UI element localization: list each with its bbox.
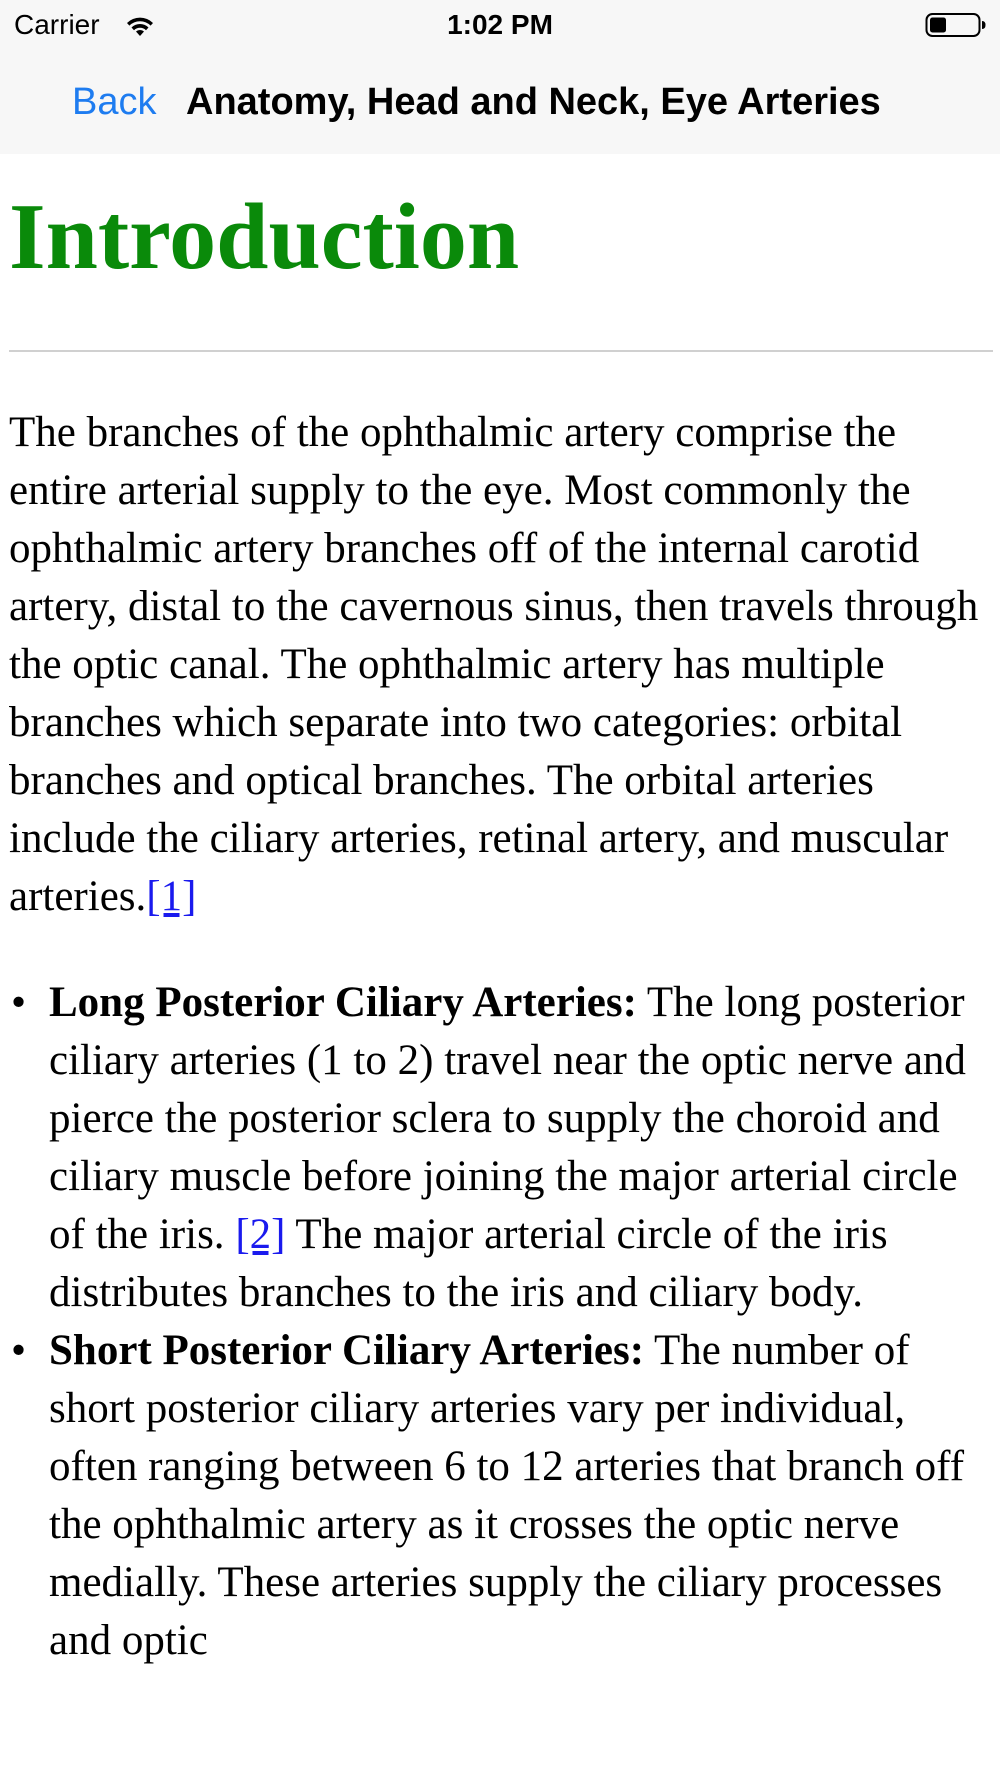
list-item-text-continued: The major arterial circle of the iris distributes branches to the iris and ciliary body. [49,1211,888,1316]
intro-paragraph [9,404,993,926]
status-time: 1:02 PM [447,9,553,40]
intro-text: The branches of the ophthalmic artery comprise the entire arterial supply to the eye. Most commonly the ophthalmic artery branches off of the internal carotid artery, distal to the cavernous sinus, then travels through the optic canal. The ophthalmic artery has multiple branches which separate into two categories: orbital branches and optical branches. The orbital arteries include the ciliary arteries, retinal artery, and muscular arteries. [9,409,979,920]
bullet: • [11,1327,27,1374]
reference-link-2[interactable]: [2] [235,1211,286,1258]
list-item-text: The number of short posterior ciliary arteries vary per individual, often ranging between 6 to 12 arteries that branch off the ophthalmic artery as it crosses the optic nerve medially. These arteries supply the ciliary processes and optic [49,1327,965,1664]
page-title: Anatomy, Head and Neck, Eye Arteries [186,81,881,123]
list-item [11,1322,993,1670]
back-button[interactable]: Back [72,81,157,123]
battery-icon [925,12,987,38]
navigation-bar [0,50,1000,154]
reference-link-1[interactable]: [1] [146,873,197,920]
list-item [11,974,993,1322]
article-content [9,154,993,1670]
section-heading: Introduction [9,185,520,289]
list-item-text: The long posterior ciliary arteries (1 to 2) travel near the optic nerve and pierce the posterior sclera to supply the choroid and ciliary muscle before joining the major arterial circle of the iris. [49,979,966,1258]
list-item-term: Short Posterior Ciliary Arteries: [49,1327,645,1374]
list-item-term: Long Posterior Ciliary Arteries: [49,979,637,1026]
carrier-label: Carrier [14,9,100,40]
artery-list [9,974,993,1670]
status-bar [0,0,1000,50]
bullet: • [11,979,27,1026]
divider [9,350,993,352]
